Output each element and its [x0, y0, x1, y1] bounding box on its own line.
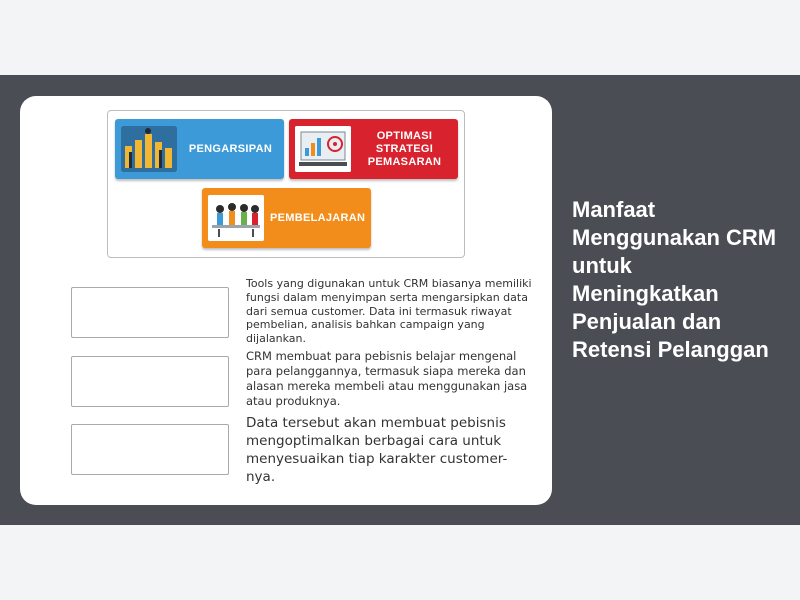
answer-tiles-box [107, 110, 465, 258]
learning-team-icon [208, 195, 264, 241]
page-title: Manfaat Menggunakan CRM untuk Meningkatkan Penjualan dan Retensi Pelanggan [572, 197, 777, 362]
tile-label: PENGARSIPAN [188, 142, 273, 155]
drop-zone-1[interactable] [71, 287, 229, 338]
tile-label: OPTIMASI STRATEGI PEMASARAN [367, 129, 442, 168]
tile-label: PEMBELAJARAN [270, 211, 366, 224]
tile-pembelajaran[interactable] [202, 188, 371, 248]
tile-optimasi-strategi-pemasaran[interactable] [289, 119, 458, 179]
drop-zone-3[interactable] [71, 424, 229, 475]
drop-zone-2[interactable] [71, 356, 229, 407]
tile-pengarsipan[interactable] [115, 119, 284, 179]
description-1: Tools yang digunakan untuk CRM biasanya memiliki fungsi dalam menyimpan serta mengarsipkan data dari semua customer. Data ini termasuk riwayat pembelian, analisis bahkan campaign yang dijalankan. [246, 277, 532, 346]
archive-people-icon [121, 126, 177, 172]
exercise-card [20, 96, 552, 505]
description-3: Data tersebut akan membuat pebisnis mengoptimalkan berbagai cara untuk menyesuaikan tiap karakter customer-nya. [246, 415, 508, 485]
description-2: CRM membuat para pebisnis belajar mengenal para pelanggannya, termasuk siapa mereka dan alasan mereka membeli atau menggunakan jasa atau produknya. [246, 349, 528, 408]
marketing-strategy-icon [295, 126, 351, 172]
